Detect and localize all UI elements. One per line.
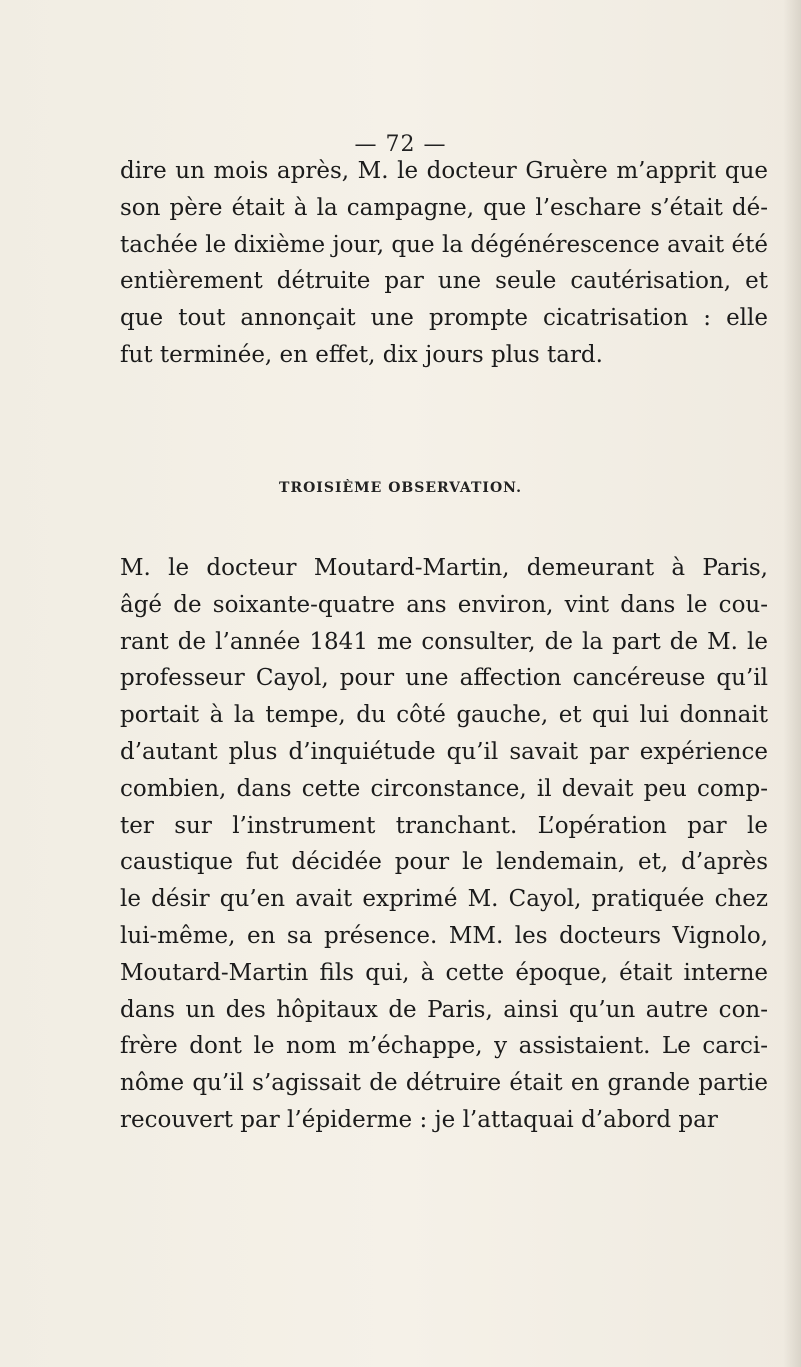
text-line: nôme qu’il s’agissait de détruire était en grande partie — [120, 1070, 768, 1097]
text-line: âgé de soixante-quatre ans environ, vint dans le cou- — [120, 591, 768, 618]
text-line: son père était à la campagne, que l’eschare s’était dé- — [120, 194, 768, 221]
text-line: d’autant plus d’inquiétude qu’il savait par expérience — [120, 738, 768, 765]
text-line: M. le docteur Moutard-Martin, demeurant à Paris, — [120, 555, 768, 581]
text-line: rant de l’année 1841 me consulter, de la part de M. le — [120, 628, 768, 655]
page-edge-shadow — [783, 0, 801, 1367]
text-line: le désir qu’en avait exprimé M. Cayol, pratiquée chez — [120, 886, 768, 913]
text-line: frère dont le nom m’échappe, y assistaient. Le carci- — [120, 1033, 768, 1060]
text-line: lui-même, en sa présence. MM. les docteurs Vignolo, — [120, 922, 768, 949]
text-line: ter sur l’instrument tranchant. L’opération par le — [120, 812, 768, 839]
text-line: dans un des hôpitaux de Paris, ainsi qu’un autre con- — [120, 996, 768, 1023]
paragraph-2 — [120, 550, 768, 1139]
text-line: recouvert par l’épiderme : je l’attaquai d’abord par — [120, 1106, 718, 1133]
section-heading: TROISIÈME OBSERVATION. — [279, 480, 522, 496]
text-line: portait à la tempe, du côté gauche, et qui lui donnait — [120, 702, 768, 729]
text-line: entièrement détruite par une seule cautérisation, et — [120, 268, 768, 295]
text-line: fut terminée, en effet, dix jours plus tard. — [120, 341, 603, 368]
paragraph-1 — [120, 153, 768, 374]
text-line: que tout annonçait une prompte cicatrisation : elle — [120, 305, 768, 332]
text-line: tachée le dixième jour, que la dégénérescence avait été — [120, 231, 768, 258]
page-number: — 72 — — [354, 132, 447, 157]
text-line: dire un mois après, M. le docteur Gruère m’apprit que — [120, 158, 768, 184]
text-line: caustique fut décidée pour le lendemain, et, d’après — [120, 849, 768, 876]
text-line: professeur Cayol, pour une affection cancéreuse qu’il — [120, 665, 768, 692]
text-line: combien, dans cette circonstance, il devait peu comp- — [120, 775, 768, 802]
text-line: Moutard-Martin fils qui, à cette époque, était interne — [120, 959, 768, 986]
